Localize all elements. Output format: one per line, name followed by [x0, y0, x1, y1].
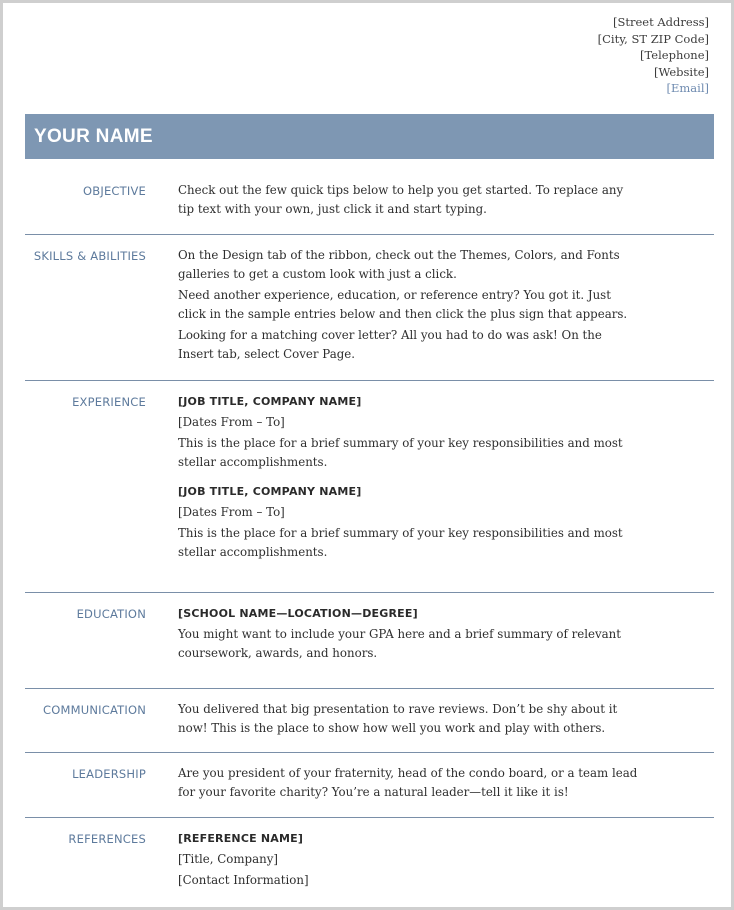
section-references — [25, 818, 714, 903]
section-content-skills — [178, 246, 638, 364]
website[interactable]: [Website] — [653, 64, 709, 79]
section-experience — [25, 381, 714, 593]
job-dates[interactable]: [Dates From – To] — [178, 415, 285, 429]
reference-title[interactable]: [Title, Company] — [178, 852, 279, 866]
section-content-experience — [178, 392, 638, 562]
section-content-leadership — [178, 764, 638, 802]
job-dates[interactable]: [Dates From – To] — [178, 505, 285, 519]
section-label-skills: SKILLS & ABILITIES — [33, 249, 146, 263]
name-banner — [25, 114, 714, 159]
reference-name[interactable]: [REFERENCE NAME] — [178, 832, 304, 845]
job-title[interactable]: [JOB TITLE, COMPANY NAME] — [178, 395, 362, 408]
job-summary[interactable]: This is the place for a brief summary of your key responsibilities and most stellar accomplishments. — [178, 436, 623, 469]
your-name[interactable]: YOUR NAME — [34, 126, 153, 147]
contact-block — [598, 14, 709, 97]
email[interactable]: [Email] — [666, 81, 709, 95]
education-summary[interactable]: You might want to include your GPA here and a brief summary of relevant coursework, awards, and honors. — [178, 627, 622, 660]
section-leadership — [25, 753, 714, 818]
leadership-text[interactable]: Are you president of your fraternity, head of the condo board, or a team lead for your favorite charity? You’re a natural leader—tell it like it is! — [178, 766, 638, 799]
section-content-objective — [178, 181, 638, 219]
section-label-references: REFERENCES — [68, 832, 146, 846]
skills-tip-1[interactable]: On the Design tab of the ribbon, check out the Themes, Colors, and Fonts galleries to get a custom look with just a click. — [178, 248, 620, 281]
street-address[interactable]: [Street Address] — [613, 15, 709, 29]
skills-tip-2[interactable]: Need another experience, education, or reference entry? You got it. Just click in the sample entries below and then click the plus sign that appears. — [178, 288, 628, 321]
section-content-education — [178, 604, 638, 663]
section-label-communication: COMMUNICATION — [42, 703, 146, 717]
skills-tip-3[interactable]: Looking for a matching cover letter? All you had to do was ask! On the Insert tab, select Cover Page. — [178, 328, 602, 361]
section-content-communication — [178, 700, 638, 738]
telephone[interactable]: [Telephone] — [640, 48, 709, 62]
job-title[interactable]: [JOB TITLE, COMPANY NAME] — [178, 485, 362, 498]
communication-text[interactable]: You delivered that big presentation to rave reviews. Don’t be shy about it now! This is the place to show how well you work and play with others. — [178, 702, 618, 735]
section-skills — [25, 235, 714, 381]
city-state-zip[interactable]: [City, ST ZIP Code] — [597, 31, 709, 46]
section-label-experience: EXPERIENCE — [72, 395, 146, 409]
school-heading[interactable]: [SCHOOL NAME—LOCATION—DEGREE] — [178, 607, 418, 620]
job-summary[interactable]: This is the place for a brief summary of your key responsibilities and most stellar accomplishments. — [178, 526, 623, 559]
section-label-leadership: LEADERSHIP — [72, 767, 146, 781]
section-content-references — [178, 829, 638, 890]
section-label-objective: OBJECTIVE — [83, 184, 146, 198]
section-label-education: EDUCATION — [76, 607, 146, 621]
section-objective — [25, 175, 714, 235]
section-education — [25, 593, 714, 689]
objective-text[interactable]: Check out the few quick tips below to help you get started. To replace any tip text with your own, just click it and start typing. — [178, 183, 624, 216]
reference-contact[interactable]: [Contact Information] — [178, 873, 309, 887]
section-communication — [25, 689, 714, 753]
